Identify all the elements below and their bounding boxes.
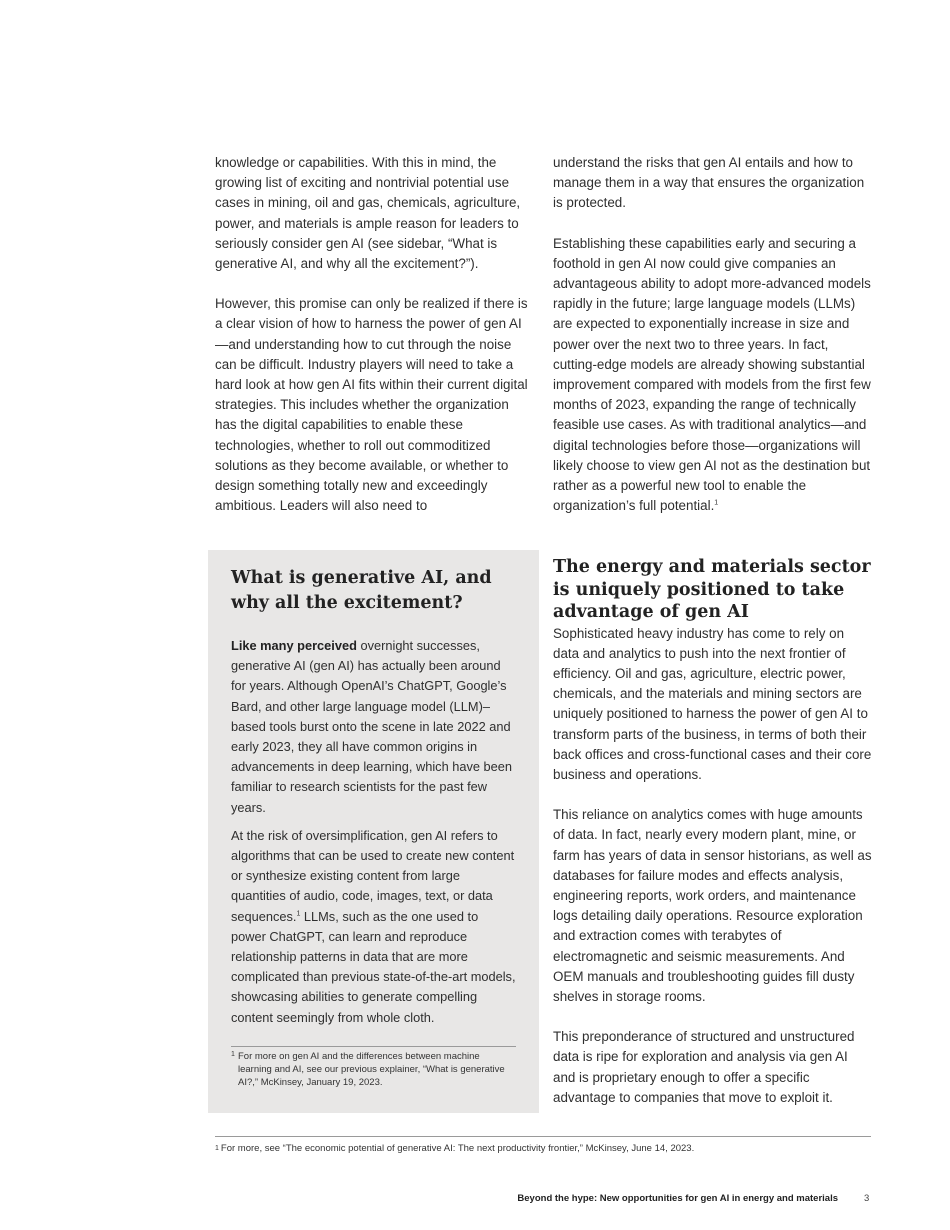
sidebar-box [208, 550, 539, 1113]
section-heading: The energy and materials sector is uniquely positioned to take advantage of gen AI [553, 557, 871, 622]
page-footnote [215, 1142, 871, 1155]
running-footer-title: Beyond the hype: New opportunities for gen AI in energy and materials [517, 1193, 838, 1204]
body-paragraph: understand the risks that gen AI entails and how to manage them in a way that ensures the organization is protected. [553, 155, 865, 211]
body-paragraph: knowledge or capabilities. With this in mind, the growing list of exciting and nontrivial potential use cases in mining, oil and gas, chemicals, agriculture, power, and materials is ample reason for leaders to seriously consider gen AI (see sidebar, “What is generative AI, and why all the excitement?”). [215, 155, 521, 272]
footnote-text: For more, see “The economic potential of generative AI: The next productivity frontier,” McKinsey, June 14, 2023. [220, 1143, 695, 1154]
body-paragraph: However, this promise can only be realized if there is a clear vision of how to harness the power of gen AI—and understanding how to cut through the noise can be difficult. Industry players will need to take a hard look at how gen AI fits within their current digital strategies. This includes whether the organization has the digital capabilities to enable these technologies, whether to roll out commoditized solutions as they become available, or whether to design something totally new and exceedingly ambitious. Leaders will also need to [215, 296, 528, 514]
sidebar-paragraph [231, 636, 516, 818]
top-right-column [553, 153, 873, 516]
section-column [553, 556, 873, 1108]
top-left-column [215, 153, 533, 516]
body-paragraph: This reliance on analytics comes with huge amounts of data. In fact, nearly every modern plant, mine, or farm has years of data in sensor historians, as well as databases for failure modes and effects analysis, engineering reports, work orders, and maintenance logs detailing daily operations. Resource exploration and extraction comes with terabytes of electromagnetic and seismic measurements. And OEM manuals and troubleshooting guides fill dusty shelves in storage rooms. [553, 807, 872, 1004]
sidebar-footnote-number: 1 [231, 1050, 235, 1058]
body-paragraph: Sophisticated heavy industry has come to rely on data and analytics to push into the next frontier of efficiency. Oil and gas, agriculture, electric power, chemicals, and the materials and mining sectors are uniquely positioned to harness the power of gen AI to transform parts of the business, in terms of both their back offices and cross-functional cases and their core business and operations. [553, 625, 872, 782]
body-text: Establishing these capabilities early and securing a foothold in gen AI now could give companies an advantageous ability to adopt more-advanced models rapidly in the future; large language models (LLMs) are expected to exponentially increase in size and power over the next two to three years. In fact, cutting-edge models are already showing substantial improvement compared with models from the first few months of 2023, expanding the range of technically feasible use cases. As with traditional analytics—and digital technologies before those—organizations will likely choose to view gen AI not as the destination but rather as a powerful new tool to enable the organization’s full potential. [553, 235, 871, 514]
footnote-number: 1 [215, 1145, 219, 1152]
sidebar-footnote [231, 1050, 516, 1089]
sidebar-title: What is generative AI, and why all the excitement? [231, 568, 492, 613]
sidebar-text: LLMs, such as the one used to power ChatGPT, can learn and reproduce relationship patterns in data that are more complicated than previous state-of-the-art models, showcasing abilities to generate compelling content seemingly from whole cloth. [231, 908, 516, 1025]
sidebar-text: At the risk of oversimplification, gen AI refers to algorithms that can be used to create new content or synthesize existing content from large quantities of audio, code, images, text, or data sequences. [231, 827, 515, 924]
footnote-divider [215, 1136, 871, 1137]
sidebar-lead-in: Like many perceived [231, 638, 357, 653]
body-paragraph: This preponderance of structured and unstructured data is ripe for exploration and analysis via gen AI and is proprietary enough to offer a specific advantage to companies that move to exploit it. [553, 1029, 855, 1105]
body-paragraph [553, 234, 873, 517]
footnote-reference[interactable]: 1 [714, 499, 719, 507]
section-body [553, 624, 873, 1108]
sidebar-body [231, 636, 516, 1028]
sidebar-divider [231, 1046, 516, 1047]
sidebar-footnote-text: For more on gen AI and the differences between machine learning and AI, see our previous explainer, “What is generative AI?,” McKinsey, January 19, 2023. [238, 1050, 505, 1088]
sidebar-text: overnight successes, generative AI (gen AI) has actually been around for years. Although OpenAI’s ChatGPT, Google’s Bard, and other large language model (LLM)–based tools burst onto the scene in late 2022 and early 2023, they all have common origins in advancements in deep learning, which have been familiar to research scientists for the past few years. [231, 638, 513, 815]
page-number: 3 [864, 1193, 870, 1204]
sidebar-paragraph [231, 826, 516, 1028]
footnote-reference[interactable]: 1 [296, 910, 301, 918]
